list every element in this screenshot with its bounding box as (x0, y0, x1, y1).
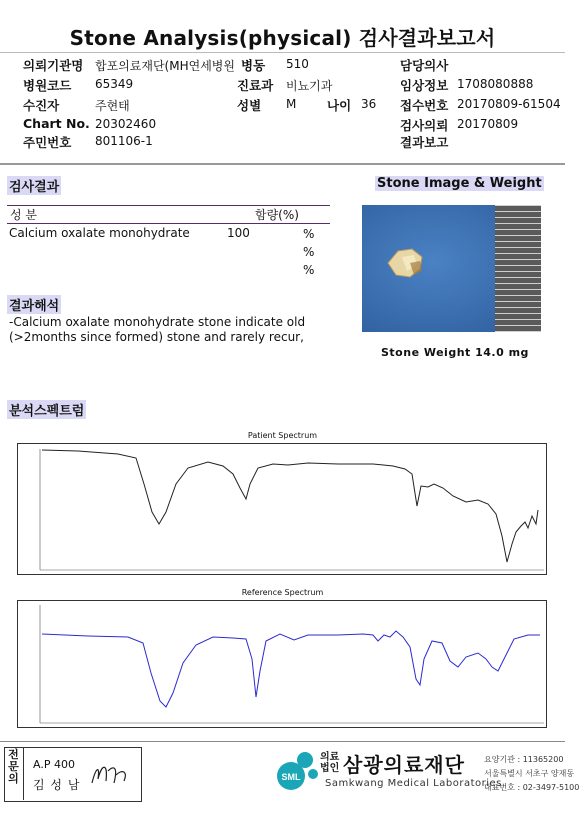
report-title: Stone Analysis(physical) 검사결과보고서 (69, 26, 496, 50)
logo-text: SML (281, 772, 301, 782)
reference-spectrum-title: Reference Spectrum (241, 588, 324, 597)
doctor-name: 김 성 남 (33, 778, 81, 792)
patient-value: 주현태 (95, 99, 130, 113)
stone-weight: Stone Weight 14.0 mg (381, 346, 529, 359)
results-heading: 검사결과 (7, 176, 61, 195)
clinical-info-value: 1708080888 (457, 77, 534, 91)
sex-label: 성별 (237, 98, 262, 113)
ward-value: 510 (286, 57, 309, 71)
sml-logo-icon (275, 748, 321, 794)
specialist-label: 전문의 (4, 747, 24, 800)
value-cell: 100 (227, 226, 250, 240)
age-label: 나이 (327, 98, 352, 113)
header-divider (0, 163, 565, 165)
result-report-label: 결과보고 (400, 135, 449, 150)
table-row (9, 263, 329, 281)
content-col-header: 함량(%) (255, 208, 299, 222)
chart-no-value: 20302460 (95, 117, 157, 131)
age-value: 36 (361, 97, 377, 111)
contact-line-1: 요양기관 : 11365200 (484, 755, 564, 764)
referral-org-label: 의뢰기관명 (23, 58, 84, 73)
interpretation-line-1: -Calcium oxalate monohydrate stone indicate old (9, 315, 306, 329)
component-col-header: 성 분 (10, 208, 37, 222)
reference-spectrum-chart (17, 600, 547, 728)
org-subtitle: Samkwang Medical Laboratories (325, 778, 502, 789)
receipt-no-value: 20170809-61504 (457, 97, 561, 111)
footer-divider (0, 741, 565, 742)
hospital-code-value: 65349 (95, 77, 134, 91)
ward-label: 병동 (241, 58, 266, 73)
table-row (9, 226, 329, 244)
contact-line-3: 대표번호 : 02-3497-5100 (484, 783, 579, 792)
unit-cell: % (303, 263, 315, 277)
patient-spectrum-plot (18, 444, 546, 574)
referral-org-value: 합포의료재단(MH연세병원 (95, 59, 235, 73)
dept-value: 비뇨기과 (286, 79, 333, 93)
sex-value: M (286, 97, 297, 111)
clinical-info-label: 임상정보 (400, 78, 449, 93)
interpretation-heading: 결과해석 (7, 295, 61, 314)
spectrum-heading: 분석스펙트럼 (7, 400, 86, 419)
dept-label: 진료과 (237, 78, 274, 93)
stone-image-heading: Stone Image & Weight (377, 176, 542, 191)
reference-spectrum-plot (18, 601, 546, 727)
doctor-signature (88, 757, 132, 791)
hospital-code-label: 병원코드 (23, 78, 72, 93)
id-no-value: 801106-1 (95, 134, 153, 148)
component-cell: Calcium oxalate monohydrate (9, 226, 190, 240)
ap-label: A.P 400 (33, 758, 75, 771)
unit-cell: % (303, 245, 315, 259)
interpretation-line-2: (>2months since formed) stone and rarely recur, (9, 330, 304, 344)
contact-line-2: 서울특별시 서초구 양재동 (484, 769, 575, 778)
table-row (9, 245, 329, 263)
doctor-label: 담당의사 (400, 58, 449, 73)
stone-photo (362, 205, 541, 332)
id-no-label: 주민번호 (23, 135, 72, 150)
chart-no-label: Chart No. (23, 116, 90, 131)
org-name: 삼광의료재단 (343, 753, 465, 777)
org-tag: 의료 법인 (320, 752, 340, 774)
patient-spectrum-chart (17, 443, 547, 575)
patient-spectrum-title: Patient Spectrum (247, 431, 318, 440)
receipt-no-label: 접수번호 (400, 98, 449, 113)
patient-label: 수진자 (23, 98, 60, 113)
test-request-label: 검사의뢰 (400, 118, 449, 133)
test-request-value: 20170809 (457, 117, 519, 131)
table-header-rule (7, 223, 330, 224)
ruler (495, 205, 541, 332)
title-divider (0, 52, 565, 53)
unit-cell: % (303, 227, 315, 241)
